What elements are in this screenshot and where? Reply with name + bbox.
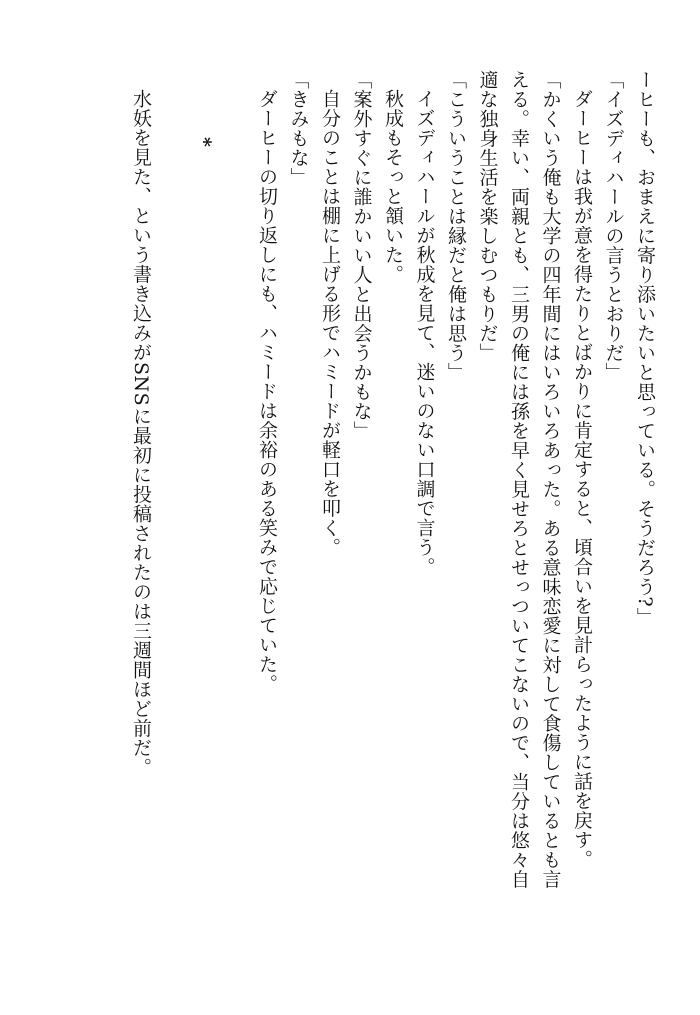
vertical-text-body	[125, 70, 661, 950]
text-line: 「イズディハールの言うとおりだ」	[602, 70, 625, 382]
text-line: 「こういうことは縁だと俺は思う」	[445, 70, 467, 382]
text-line: ーヒーも、おまえに寄り添いたいと思っている。そうだろう?」	[634, 70, 656, 627]
text-line: 「かくいう俺も大学の四年間にはいろいろあった。ある意味恋愛に対して食傷しているとも言	[539, 70, 562, 889]
text-line: ダーヒーの切り返しにも、ハミードは余裕のある笑みで応じていた。	[256, 89, 278, 694]
text-line: 秋成もそっと頷いた。	[382, 89, 404, 284]
text-line: ダーヒーは我が意を得たりとばかりに肯定すると、頃合いを見計らったように話を戻す。	[571, 89, 593, 869]
text-line: 水妖を見た、という書き込みがSNSに最初に投稿されたのは三週間ほど前だ。	[130, 89, 152, 777]
text-line: 適な独身生活を楽しむつもりだ」	[476, 70, 499, 363]
blank-line	[156, 70, 188, 950]
text-line: 「案外すぐに誰かいい人と出会うかもな」	[350, 70, 373, 441]
text-line: 自分のことは棚に上げる形でハミードが軽口を叩く。	[319, 89, 341, 557]
scene-break-asterisk: *	[193, 136, 215, 147]
text-line: 「きみもな」	[287, 70, 310, 187]
blank-line	[219, 70, 251, 950]
text-line: える。幸い、両親とも、三男の俺には孫を早く見せろとせっついてこないので、当分は悠々自	[508, 70, 530, 889]
text-line: イズディハールが秋成を見て、迷いのない口調で言う。	[413, 89, 436, 577]
